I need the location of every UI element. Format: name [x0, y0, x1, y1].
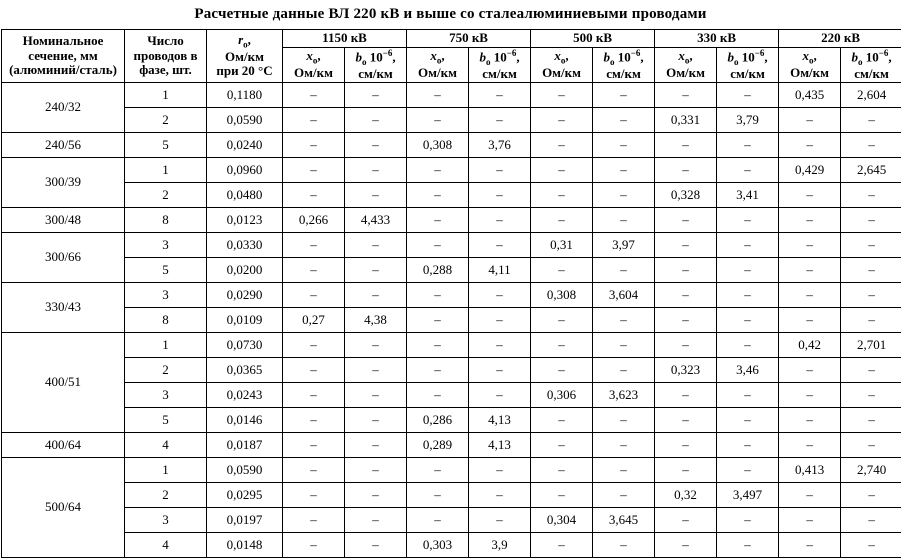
cell-v220b: –: [841, 258, 901, 283]
cell-v1150x: –: [283, 358, 345, 383]
cell-section: 300/48: [2, 208, 125, 233]
header-b0-750: $b_о$ $10^{-6}$, см/км: [469, 48, 531, 83]
cell-v330x: 0,331: [655, 108, 717, 133]
cell-v750b: –: [469, 358, 531, 383]
cell-v750x: 0,308: [407, 133, 469, 158]
cell-r0: 0,0330: [207, 233, 283, 258]
cell-v330b: –: [717, 308, 779, 333]
cell-v1150b: –: [345, 158, 407, 183]
table-row: [2, 383, 901, 408]
header-section: Номинальное сечение, мм (алюминий/сталь): [2, 30, 125, 83]
cell-v330x: –: [655, 133, 717, 158]
cell-wires: 3: [125, 383, 207, 408]
table-row: [2, 533, 901, 558]
cell-v330x: 0,323: [655, 358, 717, 383]
cell-v220x: –: [779, 358, 841, 383]
cell-r0: 0,0146: [207, 408, 283, 433]
cell-v330b: –: [717, 383, 779, 408]
cell-wires: 3: [125, 508, 207, 533]
cell-v750b: –: [469, 508, 531, 533]
table-row: [2, 233, 901, 258]
table-row: [2, 483, 901, 508]
cell-v750x: –: [407, 233, 469, 258]
cell-v220b: 2,740: [841, 458, 901, 483]
cell-v220b: 2,604: [841, 83, 901, 108]
cell-r0: 0,0290: [207, 283, 283, 308]
cell-v220b: –: [841, 433, 901, 458]
cell-v330b: –: [717, 533, 779, 558]
cell-v500b: –: [593, 483, 655, 508]
cell-wires: 2: [125, 183, 207, 208]
cell-v1150b: –: [345, 183, 407, 208]
cell-v750b: –: [469, 233, 531, 258]
cell-v1150b: –: [345, 133, 407, 158]
cell-wires: 3: [125, 233, 207, 258]
cell-r0: 0,0240: [207, 133, 283, 158]
cell-r0: 0,0960: [207, 158, 283, 183]
header-group-330: 330 кВ: [655, 30, 779, 48]
cell-v500x: –: [531, 458, 593, 483]
cell-v1150b: –: [345, 258, 407, 283]
cell-v220x: –: [779, 408, 841, 433]
cell-v1150x: –: [283, 458, 345, 483]
cell-v500b: 3,604: [593, 283, 655, 308]
header-b0-500: $b_о$ $10^{-6}$, см/км: [593, 48, 655, 83]
cell-v500x: –: [531, 83, 593, 108]
cell-v220x: –: [779, 308, 841, 333]
cell-v500b: –: [593, 333, 655, 358]
cell-r0: 0,0365: [207, 358, 283, 383]
cell-v220x: 0,429: [779, 158, 841, 183]
cell-r0: 0,0109: [207, 308, 283, 333]
cell-v500b: –: [593, 308, 655, 333]
cell-v220b: –: [841, 208, 901, 233]
cell-v500x: –: [531, 483, 593, 508]
cell-v750x: –: [407, 158, 469, 183]
cell-v330x: –: [655, 233, 717, 258]
cell-v220b: 2,645: [841, 158, 901, 183]
cell-wires: 2: [125, 483, 207, 508]
cell-v330b: –: [717, 433, 779, 458]
header-r-temp: при 20 °C: [216, 63, 272, 78]
cell-v220x: –: [779, 258, 841, 283]
cell-section: 500/64: [2, 458, 125, 558]
cell-v1150b: –: [345, 383, 407, 408]
cell-v220x: –: [779, 508, 841, 533]
cell-v1150b: –: [345, 358, 407, 383]
cell-wires: 4: [125, 433, 207, 458]
cell-v500x: –: [531, 183, 593, 208]
header-r-index: о: [243, 40, 248, 50]
cell-r0: 0,0480: [207, 183, 283, 208]
cell-v220x: –: [779, 133, 841, 158]
cell-v330x: 0,32: [655, 483, 717, 508]
cell-section: 300/39: [2, 158, 125, 208]
cell-v330b: –: [717, 508, 779, 533]
cell-v1150x: –: [283, 533, 345, 558]
cell-v750b: 4,13: [469, 433, 531, 458]
cell-v500b: –: [593, 133, 655, 158]
cell-v500b: –: [593, 158, 655, 183]
cell-v330b: 3,41: [717, 183, 779, 208]
cell-v1150x: –: [283, 408, 345, 433]
cell-v1150x: –: [283, 333, 345, 358]
cell-section: 400/64: [2, 433, 125, 458]
table-row: [2, 83, 901, 108]
cell-v750x: 0,303: [407, 533, 469, 558]
cell-v220b: –: [841, 308, 901, 333]
cell-v500b: 3,97: [593, 233, 655, 258]
cell-r0: 0,0148: [207, 533, 283, 558]
header-group-500: 500 кВ: [531, 30, 655, 48]
cell-v220x: –: [779, 533, 841, 558]
cell-v1150b: 4,38: [345, 308, 407, 333]
cell-v750b: –: [469, 383, 531, 408]
cell-v220b: –: [841, 533, 901, 558]
cell-v500b: –: [593, 358, 655, 383]
cell-v330x: –: [655, 283, 717, 308]
cell-v330x: –: [655, 408, 717, 433]
cell-v750x: –: [407, 83, 469, 108]
cell-v330x: –: [655, 508, 717, 533]
cell-section: 330/43: [2, 283, 125, 333]
table-row: [2, 333, 901, 358]
cell-v220x: 0,42: [779, 333, 841, 358]
cell-v500b: –: [593, 208, 655, 233]
cell-v1150x: 0,266: [283, 208, 345, 233]
cell-section: 300/66: [2, 233, 125, 283]
cell-v750b: 3,76: [469, 133, 531, 158]
cell-r0: 0,0590: [207, 458, 283, 483]
cell-v750x: –: [407, 108, 469, 133]
cell-section: 400/51: [2, 333, 125, 433]
cell-v330b: 3,79: [717, 108, 779, 133]
cell-v750b: 4,11: [469, 258, 531, 283]
table-row: [2, 158, 901, 183]
cell-v500x: 0,31: [531, 233, 593, 258]
cell-r0: 0,0197: [207, 508, 283, 533]
cell-v750x: –: [407, 208, 469, 233]
cell-r0: 0,0295: [207, 483, 283, 508]
cell-v220b: –: [841, 408, 901, 433]
cell-v750b: –: [469, 483, 531, 508]
table-row: [2, 458, 901, 483]
cell-v750x: 0,289: [407, 433, 469, 458]
cell-v330b: –: [717, 158, 779, 183]
cell-r0: 0,0243: [207, 383, 283, 408]
cell-v220x: –: [779, 183, 841, 208]
cell-wires: 5: [125, 258, 207, 283]
cell-v330x: 0,328: [655, 183, 717, 208]
cell-v1150x: 0,27: [283, 308, 345, 333]
cell-r0: 0,0590: [207, 108, 283, 133]
cell-wires: 1: [125, 83, 207, 108]
cell-v500b: 3,623: [593, 383, 655, 408]
cell-v750b: –: [469, 108, 531, 133]
cell-wires: 3: [125, 283, 207, 308]
cell-v1150x: –: [283, 508, 345, 533]
header-x0-330: $x_о$, Ом/км: [655, 48, 717, 83]
cell-v750b: –: [469, 308, 531, 333]
cell-v330x: –: [655, 458, 717, 483]
cell-v220b: –: [841, 483, 901, 508]
table-row: [2, 183, 901, 208]
cell-r0: 0,0730: [207, 333, 283, 358]
cell-wires: 1: [125, 458, 207, 483]
cell-v220b: –: [841, 183, 901, 208]
cell-v220x: –: [779, 108, 841, 133]
cell-v750x: –: [407, 283, 469, 308]
header-group-750: 750 кВ: [407, 30, 531, 48]
cell-v500x: –: [531, 258, 593, 283]
table-body: [2, 83, 901, 558]
cell-v1150x: –: [283, 108, 345, 133]
cell-v330x: –: [655, 308, 717, 333]
table-row: [2, 308, 901, 333]
cell-wires: 5: [125, 133, 207, 158]
cell-v1150x: –: [283, 158, 345, 183]
cell-v1150x: –: [283, 483, 345, 508]
cell-v500x: –: [531, 133, 593, 158]
cell-v500x: –: [531, 533, 593, 558]
cell-v750b: –: [469, 283, 531, 308]
header-x0-220: $x_о$, Ом/км: [779, 48, 841, 83]
cell-v220b: 2,701: [841, 333, 901, 358]
cell-v500x: 0,304: [531, 508, 593, 533]
cell-v220x: –: [779, 483, 841, 508]
cell-v1150x: –: [283, 183, 345, 208]
cell-v1150x: –: [283, 383, 345, 408]
cell-v500b: –: [593, 433, 655, 458]
cell-section: 240/32: [2, 83, 125, 133]
cell-v220x: –: [779, 433, 841, 458]
header-x0-1150: $x_о$, Ом/км: [283, 48, 345, 83]
cell-v500b: –: [593, 408, 655, 433]
cell-v1150b: –: [345, 283, 407, 308]
header-b0-1150: $b_о$ $10^{-6}$, см/км: [345, 48, 407, 83]
cell-v1150b: 4,433: [345, 208, 407, 233]
cell-r0: 0,0187: [207, 433, 283, 458]
cell-v750b: –: [469, 458, 531, 483]
cell-v1150b: –: [345, 533, 407, 558]
cell-v220x: –: [779, 383, 841, 408]
cell-v750b: –: [469, 208, 531, 233]
cell-v330b: –: [717, 333, 779, 358]
cell-v220b: –: [841, 358, 901, 383]
cell-v500b: –: [593, 533, 655, 558]
cell-v500x: –: [531, 158, 593, 183]
header-group-1150: 1150 кВ: [283, 30, 407, 48]
cell-v1150b: –: [345, 83, 407, 108]
cell-v500x: –: [531, 108, 593, 133]
cell-v1150x: –: [283, 133, 345, 158]
cell-v1150b: –: [345, 483, 407, 508]
header-r-symbol: r: [238, 32, 243, 47]
cell-v1150b: –: [345, 333, 407, 358]
cell-v330b: –: [717, 283, 779, 308]
cell-v750x: –: [407, 458, 469, 483]
cell-v330b: 3,46: [717, 358, 779, 383]
cell-v750x: –: [407, 508, 469, 533]
table-row: [2, 108, 901, 133]
cell-v330b: –: [717, 83, 779, 108]
cell-v500x: 0,308: [531, 283, 593, 308]
cell-v750x: –: [407, 358, 469, 383]
cell-v330b: –: [717, 233, 779, 258]
cell-r0: 0,1180: [207, 83, 283, 108]
cell-v330b: –: [717, 208, 779, 233]
cell-v500b: –: [593, 83, 655, 108]
cell-wires: 8: [125, 208, 207, 233]
header-b0-220: $b_о$ $10^{-6}$, см/км: [841, 48, 901, 83]
cell-v220b: –: [841, 133, 901, 158]
cell-wires: 8: [125, 308, 207, 333]
cell-v220x: –: [779, 233, 841, 258]
cell-v330x: –: [655, 333, 717, 358]
cell-v500b: 3,645: [593, 508, 655, 533]
cell-v330b: 3,497: [717, 483, 779, 508]
table-row: [2, 358, 901, 383]
cell-v750x: –: [407, 333, 469, 358]
cell-v330b: –: [717, 133, 779, 158]
header-group-220: 220 кВ: [779, 30, 901, 48]
cell-v330b: –: [717, 458, 779, 483]
cell-v750b: –: [469, 83, 531, 108]
cell-v330x: –: [655, 208, 717, 233]
cell-v330x: –: [655, 83, 717, 108]
cell-v1150b: –: [345, 108, 407, 133]
cell-v500x: 0,306: [531, 383, 593, 408]
cell-v500x: –: [531, 308, 593, 333]
cell-v500x: –: [531, 433, 593, 458]
cell-v750b: 4,13: [469, 408, 531, 433]
table-row: [2, 258, 901, 283]
cell-r0: 0,0123: [207, 208, 283, 233]
header-r-units: Ом/км: [225, 49, 264, 64]
cell-wires: 4: [125, 533, 207, 558]
cell-v330x: –: [655, 433, 717, 458]
header-x0-750: $x_о$, Ом/км: [407, 48, 469, 83]
cell-v220b: –: [841, 233, 901, 258]
cell-v500x: –: [531, 333, 593, 358]
cell-v1150b: –: [345, 233, 407, 258]
cell-v220x: –: [779, 208, 841, 233]
cell-v750b: –: [469, 333, 531, 358]
cell-v1150x: –: [283, 283, 345, 308]
cell-v330b: –: [717, 408, 779, 433]
cell-v220b: –: [841, 283, 901, 308]
cell-v750x: 0,286: [407, 408, 469, 433]
table-row: [2, 283, 901, 308]
cell-v750x: 0,288: [407, 258, 469, 283]
data-table: [1, 29, 901, 558]
cell-v750b: –: [469, 183, 531, 208]
cell-v330x: –: [655, 158, 717, 183]
cell-v500b: –: [593, 458, 655, 483]
cell-v220x: 0,435: [779, 83, 841, 108]
cell-v1150x: –: [283, 258, 345, 283]
cell-v500b: –: [593, 258, 655, 283]
cell-v1150b: –: [345, 508, 407, 533]
header-b0-330: $b_о$ $10^{-6}$, см/км: [717, 48, 779, 83]
header-x0-500: $x_о$, Ом/км: [531, 48, 593, 83]
cell-v500x: –: [531, 408, 593, 433]
cell-v1150b: –: [345, 458, 407, 483]
header-wires: Число проводов в фазе, шт.: [125, 30, 207, 83]
cell-v220x: –: [779, 283, 841, 308]
table-row: [2, 133, 901, 158]
cell-v220b: –: [841, 383, 901, 408]
cell-v330b: –: [717, 258, 779, 283]
cell-v330x: –: [655, 533, 717, 558]
cell-wires: 5: [125, 408, 207, 433]
table-row: [2, 208, 901, 233]
cell-v750x: –: [407, 383, 469, 408]
table-row: [2, 408, 901, 433]
cell-r0: 0,0200: [207, 258, 283, 283]
cell-v220b: –: [841, 108, 901, 133]
cell-wires: 2: [125, 358, 207, 383]
cell-v500b: –: [593, 183, 655, 208]
cell-v220x: 0,413: [779, 458, 841, 483]
cell-v750b: –: [469, 158, 531, 183]
cell-v750b: 3,9: [469, 533, 531, 558]
cell-v750x: –: [407, 483, 469, 508]
header-resistance: $r_о$, Ом/км при 20 °C: [207, 30, 283, 83]
cell-v500x: –: [531, 208, 593, 233]
cell-v500b: –: [593, 108, 655, 133]
cell-v500x: –: [531, 358, 593, 383]
cell-v220b: –: [841, 508, 901, 533]
cell-wires: 2: [125, 108, 207, 133]
table-row: [2, 433, 901, 458]
table-row: [2, 508, 901, 533]
cell-v750x: –: [407, 308, 469, 333]
cell-v1150b: –: [345, 433, 407, 458]
table-header: [2, 30, 901, 83]
cell-wires: 1: [125, 333, 207, 358]
cell-section: 240/56: [2, 133, 125, 158]
cell-v1150x: –: [283, 83, 345, 108]
cell-v330x: –: [655, 383, 717, 408]
cell-v1150x: –: [283, 233, 345, 258]
cell-wires: 1: [125, 158, 207, 183]
cell-v330x: –: [655, 258, 717, 283]
cell-v1150b: –: [345, 408, 407, 433]
cell-v750x: –: [407, 183, 469, 208]
page-title: Расчетные данные ВЛ 220 кВ и выше со сталеалюминиевыми проводами: [0, 0, 901, 29]
cell-v1150x: –: [283, 433, 345, 458]
